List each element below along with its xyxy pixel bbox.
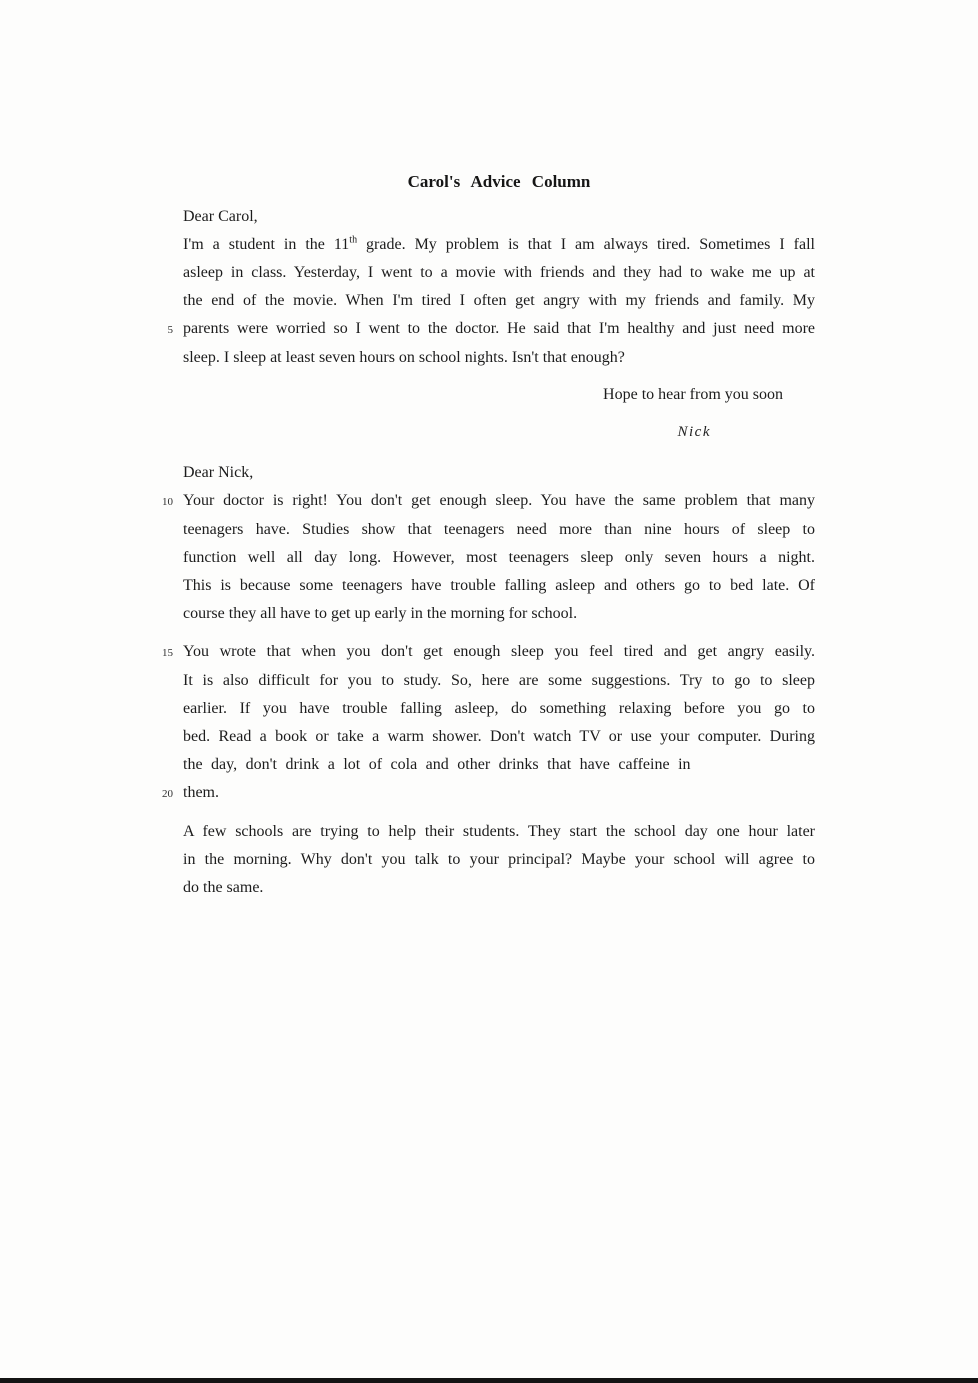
- text-line: [147, 315, 815, 344]
- letter-from-nick-signature: [147, 418, 815, 446]
- text-line: [147, 600, 815, 628]
- document-page: [147, 168, 815, 902]
- line-text: It is also difficult for you to study. So, here are some suggestions. Try to go to sleep: [183, 672, 815, 689]
- text-line: [147, 487, 815, 516]
- line-text: the end of the movie. When I'm tired I often get angry with my friends and family. My: [183, 292, 815, 309]
- page-title: Carol's Advice Column: [407, 172, 591, 191]
- line-text: Your doctor is right! You don't get enough sleep. You have the same problem that many: [183, 492, 815, 509]
- letter-from-carol-paragraph: [147, 487, 815, 628]
- text-line: [147, 751, 815, 779]
- line-text: You wrote that when you don't get enough sleep you feel tired and get angry easily.: [183, 643, 815, 660]
- text-line: [147, 779, 815, 808]
- text-line: [147, 381, 815, 409]
- line-text: course they all have to get up early in the morning for school.: [183, 605, 578, 622]
- text-line: [147, 638, 815, 667]
- letter-from-nick-closing: [147, 381, 815, 409]
- text-line: [147, 231, 815, 259]
- line-text: do the same.: [183, 879, 264, 896]
- text-line: [147, 818, 815, 846]
- text-line: [147, 846, 815, 874]
- line-text: parents were worried so I went to the doctor. He said that I'm healthy and just need more: [183, 320, 815, 337]
- letter-from-carol-paragraph: [147, 638, 815, 808]
- line-text: Nick: [677, 424, 711, 440]
- text-line: [147, 418, 815, 446]
- line-text: I'm a student in the 11th grade. My problem is that I am always tired. Sometimes I fall: [183, 234, 816, 253]
- line-text: bed. Read a book or take a warm shower. Don't watch TV or use your computer. During: [183, 728, 815, 745]
- letter-from-carol-salutation: [147, 459, 815, 487]
- page-bottom-edge: [0, 1378, 978, 1383]
- text-line: [147, 259, 815, 287]
- line-text: function well all day long. However, most teenagers sleep only seven hours a night.: [183, 549, 815, 566]
- letter-from-carol-paragraph: [147, 818, 815, 902]
- line-number: 10: [162, 496, 173, 508]
- line-text: earlier. If you have trouble falling asleep, do something relaxing before you go to: [183, 700, 815, 717]
- text-line: [147, 695, 815, 723]
- letter-from-nick: [147, 203, 815, 446]
- letter-from-nick-salutation: [147, 203, 815, 231]
- text-line: [147, 459, 815, 487]
- text-line: [147, 544, 815, 572]
- line-text: sleep. I sleep at least seven hours on school nights. Isn't that enough?: [183, 349, 625, 366]
- text-line: [147, 287, 815, 315]
- text-line: [147, 344, 815, 372]
- line-text: them.: [183, 784, 219, 801]
- text-line: [147, 723, 815, 751]
- text-line: [147, 203, 815, 231]
- line-number: 15: [162, 647, 173, 659]
- line-number: 5: [167, 324, 173, 336]
- text-line: [147, 572, 815, 600]
- letter-from-nick-body: [147, 231, 815, 372]
- line-text: Dear Carol,: [183, 208, 258, 225]
- line-text: the day, don't drink a lot of cola and other drinks that have caffeine in: [183, 756, 691, 773]
- text-line: [147, 874, 815, 902]
- line-text: This is because some teenagers have trouble falling asleep and others go to bed late. Of: [183, 577, 815, 594]
- line-number: 20: [162, 788, 173, 800]
- line-text: asleep in class. Yesterday, I went to a movie with friends and they had to wake me up at: [183, 264, 815, 281]
- line-text: in the morning. Why don't you talk to your principal? Maybe your school will agree to: [183, 851, 815, 868]
- letter-from-carol: [147, 459, 815, 902]
- line-text: Hope to hear from you soon: [603, 386, 783, 403]
- line-text: teenagers have. Studies show that teenagers need more than nine hours of sleep to: [183, 521, 815, 538]
- line-text: A few schools are trying to help their students. They start the school day one hour later: [183, 823, 815, 840]
- text-line: [147, 667, 815, 695]
- text-line: [147, 516, 815, 544]
- line-text: Dear Nick,: [183, 464, 254, 481]
- letters: [147, 203, 815, 902]
